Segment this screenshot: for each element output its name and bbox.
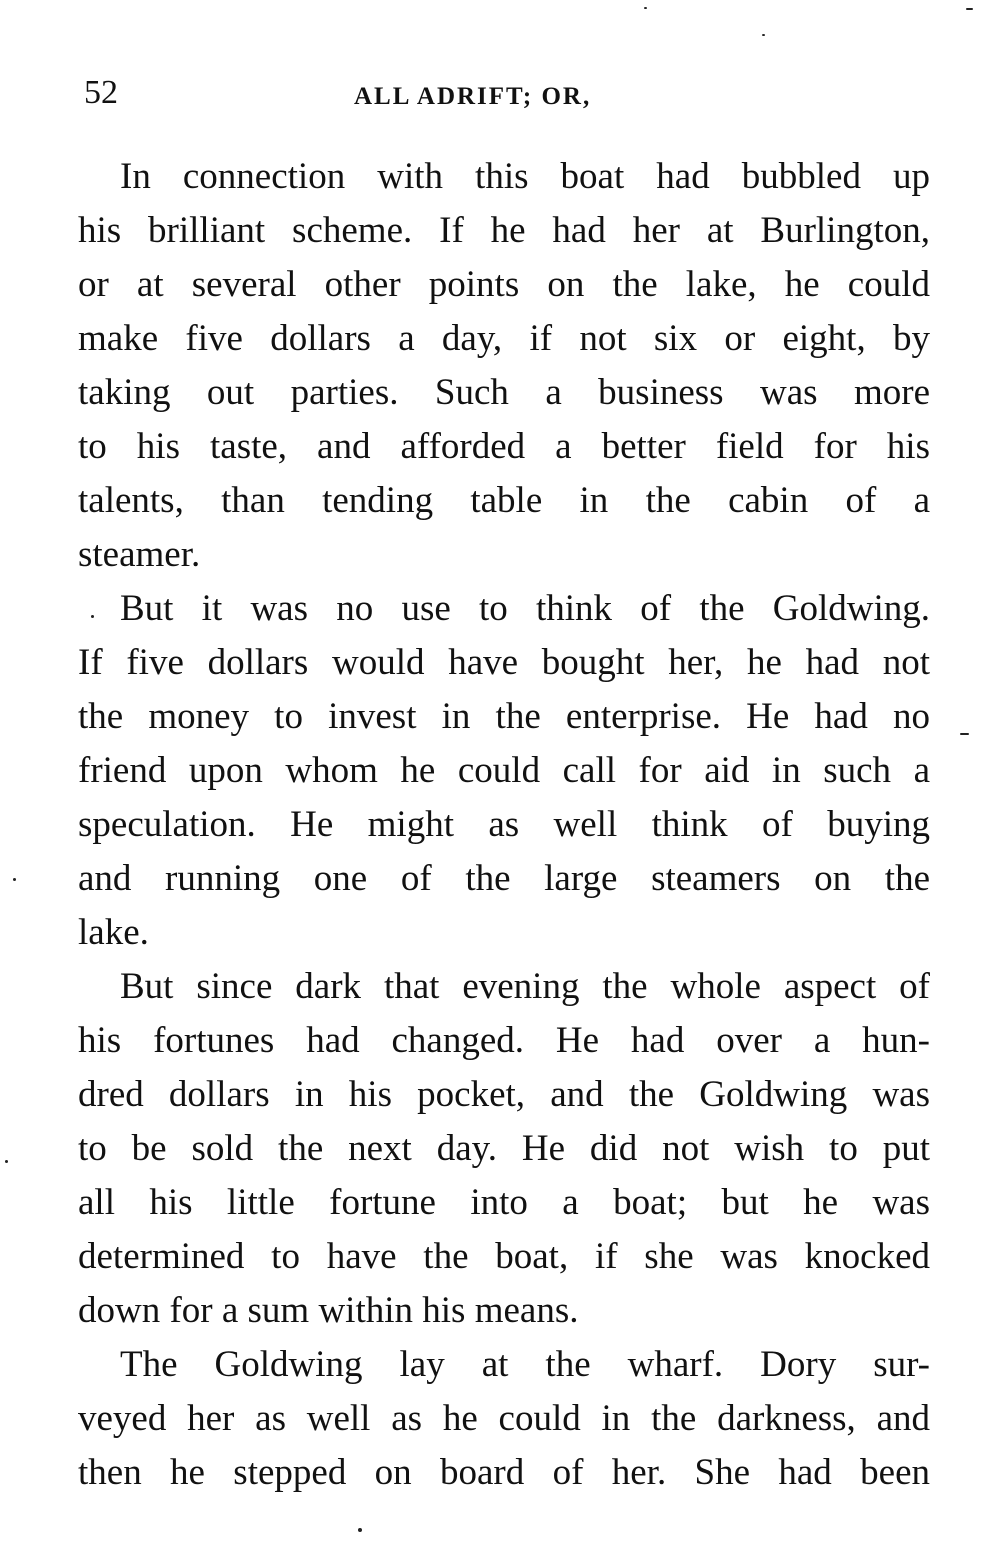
text-line: steamer. bbox=[78, 534, 201, 575]
text-line: In connection with this boat had bubbled up bbox=[120, 156, 930, 197]
text-line: dred dollars in his pocket, and the Goldwing was bbox=[78, 1074, 930, 1115]
body-text bbox=[78, 150, 930, 1500]
text-line: all his little fortune into a boat; but he was bbox=[78, 1182, 930, 1223]
page-number: 52 bbox=[84, 74, 118, 111]
text-line: his fortunes had changed. He had over a hun- bbox=[78, 1020, 930, 1061]
ink-speck bbox=[91, 615, 94, 618]
text-line: make five dollars a day, if not six or eight, by bbox=[78, 318, 930, 359]
ink-speck bbox=[644, 7, 647, 9]
text-line: to be sold the next day. He did not wish to put bbox=[78, 1128, 930, 1169]
text-line: and running one of the large steamers on the bbox=[78, 858, 930, 899]
text-line: the money to invest in the enterprise. He had no bbox=[78, 696, 930, 737]
text-line: then he stepped on board of her. She had been bbox=[78, 1452, 930, 1493]
text-line: determined to have the boat, if she was knocked bbox=[78, 1236, 930, 1277]
text-line: speculation. He might as well think of buying bbox=[78, 804, 930, 845]
text-line: or at several other points on the lake, he could bbox=[78, 264, 930, 305]
text-line: But it was no use to think of the Goldwing. bbox=[120, 588, 930, 629]
text-line: his brilliant scheme. If he had her at Burlington, bbox=[78, 210, 930, 251]
text-line: talents, than tending table in the cabin of a bbox=[78, 480, 930, 521]
running-head: ALL ADRIFT; OR, bbox=[354, 83, 592, 110]
ink-speck bbox=[13, 878, 16, 881]
text-line: The Goldwing lay at the wharf. Dory sur- bbox=[120, 1344, 930, 1385]
ink-speck bbox=[960, 733, 969, 735]
text-line: taking out parties. Such a business was more bbox=[78, 372, 930, 413]
page-header bbox=[84, 70, 934, 120]
ink-speck bbox=[358, 1528, 362, 1532]
ink-speck bbox=[966, 8, 973, 10]
text-line: If five dollars would have bought her, he had not bbox=[78, 642, 930, 683]
text-line: to his taste, and afforded a better field for his bbox=[78, 426, 930, 467]
text-line: veyed her as well as he could in the darkness, and bbox=[78, 1398, 930, 1439]
text-line: down for a sum within his means. bbox=[78, 1290, 579, 1331]
ink-speck bbox=[762, 34, 765, 36]
ink-speck bbox=[5, 1160, 8, 1163]
text-line: friend upon whom he could call for aid in such a bbox=[78, 750, 930, 791]
text-line: lake. bbox=[78, 912, 149, 953]
text-line: But since dark that evening the whole aspect of bbox=[120, 966, 930, 1007]
